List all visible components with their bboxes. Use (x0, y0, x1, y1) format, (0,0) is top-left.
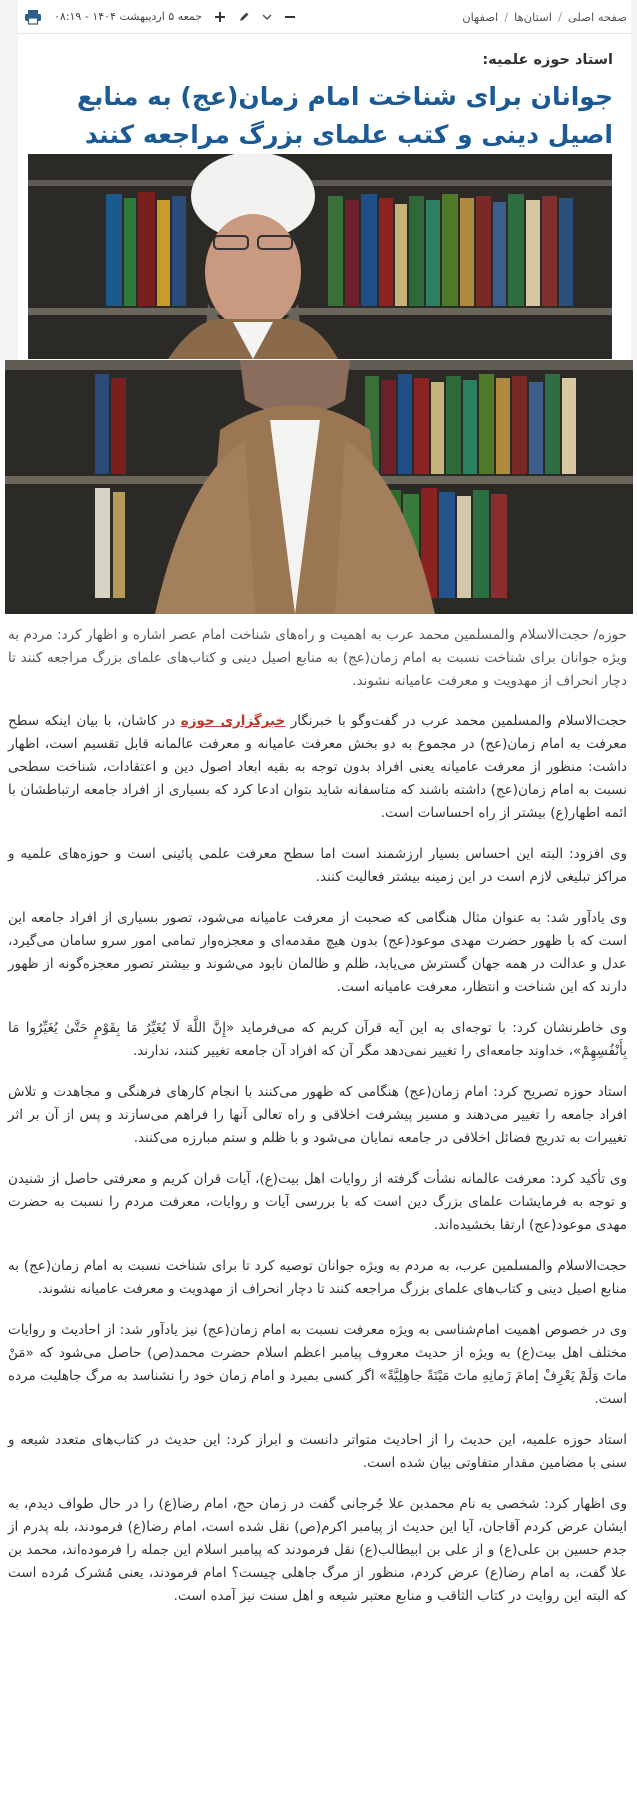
breadcrumb-home[interactable]: صفحه اصلی (567, 9, 627, 24)
card-right-edge (631, 0, 637, 360)
minus-icon[interactable] (284, 11, 296, 23)
pencil-icon[interactable] (238, 11, 250, 23)
article-paragraph: وی خاطرنشان کرد: با توجه‌ای به این آیه قرآن کریم که می‌فرماید «إِنَّ اللَّهَ لَا يُغَيِّرُ مَا بِقَوْمٍ حَتَّىٰ يُغَيِّرُوا مَا بِأَنْفُسِهِمْ»، خداوند جامعه‌ای را تغییر نمی‌دهد مگر آن که افراد آن جامعه تغییر کنند، ندارند. (8, 1020, 627, 1059)
article-tools (24, 9, 296, 25)
agency-link[interactable]: خبرگزاری حوزه (180, 713, 286, 729)
publish-date: جمعه ۵ اردیبهشت ۱۴۰۴ - ۰۸:۱۹ (54, 10, 203, 23)
article-paragraph: وی تأکید کرد: معرفت عالمانه نشأت گرفته از روایات اهل بیت(ع)، آیات قران کریم و معرفتی حاصل از شنیدن و توجه به فرمایشات علمای بزرگ دین است که با بررسی آیات و روایات، معرفت مردم را نسبت به حضرت مهدی موعود(عج) ارتقا بخشیده‌اند. (8, 1171, 627, 1233)
article-paragraph: حجت‌الاسلام والمسلمین عرب، به مردم به ویژه جوانان توصیه کرد تا برای شناخت نسبت به امام زمان(عج) به منابع اصیل دینی و کتاب‌های علمای بزرگ مراجعه کنند تا دچار انحراف از مهدویت و معرفت عامیانه نشوند. (8, 1258, 627, 1297)
article-headline: جوانان برای شناخت امام زمان(عج) به منابع اصیل دینی و کتب علمای بزرگ مراجعه کنند (76, 82, 613, 149)
breadcrumb-provinces[interactable]: استان‌ها (514, 9, 552, 24)
article-photo-bottom (5, 360, 633, 614)
breadcrumb (462, 10, 627, 24)
breadcrumb-isfahan[interactable]: اصفهان (462, 9, 499, 24)
breadcrumb-separator: / (557, 9, 562, 24)
article-paragraph: استاد حوزه تصریح کرد: امام زمان(عج) هنگامی که ظهور می‌کنند با انجام کارهای فرهنگی و مجاهدت و تلاش افراد جامعه را تغییر می‌دهند و مسیر پیشرفت اخلاقی و راه تعالی آنها را فراهم می‌سازند و پس از آن بر اثر تغییرات به تدریج فضائل اخلاقی در جامعه نمایان می‌شود و با ظلم و ستم مبارزه می‌کنند. (8, 1084, 627, 1146)
article-paragraph: وی اظهار کرد: شخصی به نام محمدبن علا جُرجانی گفت در زمان حج، امام رضا(ع) را در حال طواف دیدم، به ایشان عرض کردم آقاجان، آیا این حدیث از پیامبر اکرم(ص) نقل شده است، امام رضا(ع) فرمودند، بله پدرم از جدم حسین بن علی(ع) و از علی بن ابیطالب(ع) نقل فرمودند که پیامبر اسلام این جمله را فرموده‌اند، محمد بن علا گفت، به امام رضا(ع) عرض کردم، منظور از مرگ جاهلی چیست؟ امام فرمودند، یعنی مُشرک مُرده است که البته این روایت در کتاب الثاقب و منابع معتبر شیعه و اهل سنت نیز آمده است. (8, 1496, 627, 1604)
article-paragraph: استاد حوزه علمیه، این حدیث را از احادیث متواتر دانست و ابراز کرد: این حدیث در کتاب‌های متعدد شیعه و سنی با مضامین مقدار متفاوتی بیان شده است. (8, 1432, 627, 1471)
article-paragraph: وی یادآور شد: به عنوان مثال هنگامی که صحبت از معرفت عامیانه می‌شود، تصور بسیاری از افراد جامعه این است که با ظهور حضرت مهدی موعود(عج) بدون هیچ مقدمه‌ای و معجزه‌وار تمامی امور سرو سامان می‌گیرد، عدل و عدالت در همه جهان گسترش می‌یابد، ظلم و ظالمان نابود می‌شوند و بیشتر تصور معجزه‌گونه از ظهور دارند که این شناخت و انتظار، معرفت عامیانه است. (8, 910, 627, 995)
top-bar (18, 0, 633, 34)
chevron-down-icon[interactable] (262, 13, 272, 21)
paragraph-text: در کاشان، با بیان اینکه سطح معرفت به امام زمان(عج) در مجموع به دو بخش معرفت عامیانه و معرفت عالمانه قابل تقسیم است، اظهار داشت: منظور از معرفت عامیانه یعنی افراد بدون توجه به بقیه ابعاد اصول دین و اعتقادات، شناخت سطحی نسبت به امام زمان(عج) داشته باشند که متاسفانه شاید بتوان ادعا کرد که بسیاری از افراد جامعه ارتباطشان با ائمه اطهار(ع) بیشتر از راه احساسات است. (8, 713, 627, 821)
article-body (8, 710, 627, 1626)
article-paragraph (8, 710, 627, 825)
article-kicker: استاد حوزه علمیه: (482, 52, 613, 68)
article-paragraph: وی افزود: البته این احساس بسیار ارزشمند است اما سطح معرفت علمی پائینی است و حوزه‌های علمیه و مراکز تبلیغی لازم است در این زمینه بیشتر فعالیت کنند. (8, 846, 627, 885)
print-icon[interactable] (24, 9, 42, 25)
article-lead: حوزه/ حجت‌الاسلام والمسلمین محمد عرب به اهمیت و راه‌های شناخت امام عصر اشاره و اظهار کرد: مردم به ویژه جوانان برای شناخت نسبت به امام زمان(عج) به منابع اصیل دینی و کتاب‌های علمای بزرگ مراجعه کنند تا دچار انحراف از مهدویت و معرفت عامیانه نشوند. (8, 627, 627, 689)
paragraph-text: حجت‌الاسلام والمسلمین محمد عرب در گفت‌وگو با خبرنگار (285, 713, 627, 729)
article-paragraph: وی در خصوص اهمیت امام‌شناسی به ویژه معرفت نسبت به امام زمان(عج) نیز یادآور شد: از احادیث و روایات مختلف اهل بیت(ع) به ویژه از حدیث معروف پیامبر اعظم اسلام حضرت محمد(ص) حاصل می‌شود که «مَنْ ماتَ وَلَمْ يَعْرِفْ إمامَ زَمانِهِ ماتَ مَيْتَةً جاهِلِيَّةً» اگر کسی بمیرد و امام زمان خود را نشناسد به مرگ جاهلیت مرده است. (8, 1322, 627, 1407)
breadcrumb-separator: / (504, 9, 509, 24)
plus-icon[interactable] (214, 11, 226, 23)
card-left-edge (0, 0, 18, 360)
article-photo-top (28, 154, 612, 359)
